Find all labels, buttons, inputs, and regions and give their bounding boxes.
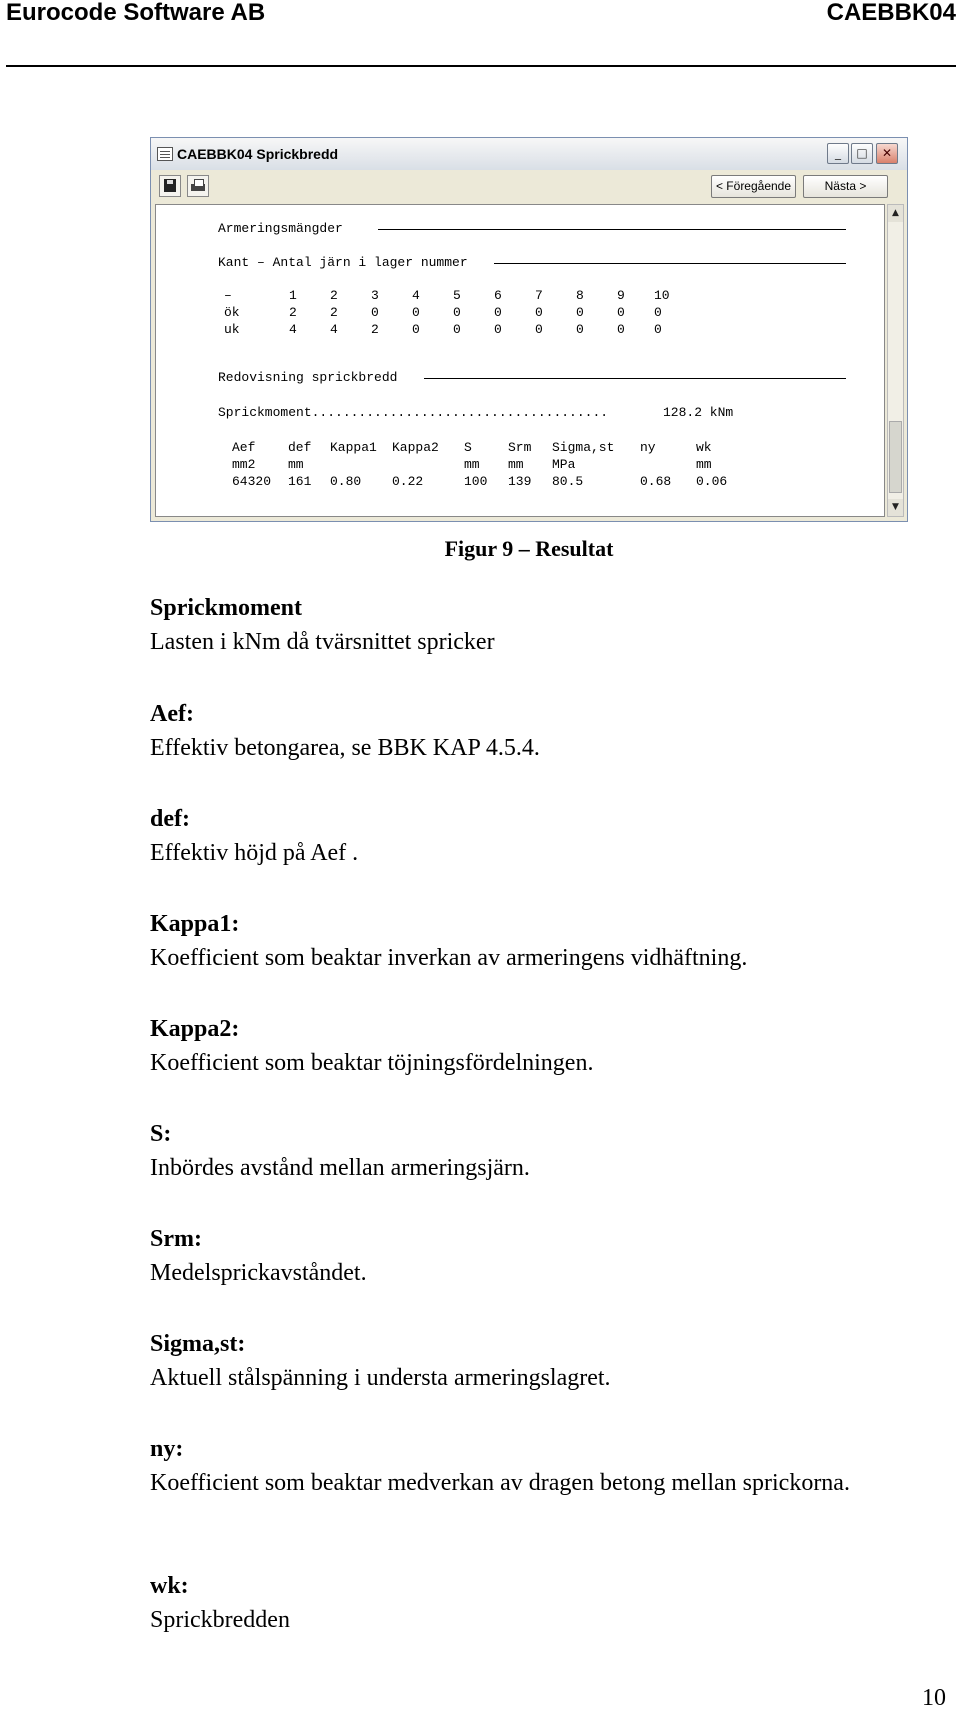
table1-cell: 9	[617, 288, 625, 303]
table2-units-cell: MPa	[552, 457, 576, 472]
table1-cell: 0	[371, 305, 379, 320]
maximize-button[interactable]: □	[851, 143, 873, 164]
definition-term: S:	[150, 1121, 172, 1147]
table2-headers-cell: ny	[640, 440, 656, 455]
table1-cell: 3	[371, 288, 379, 303]
table1-cell: 6	[494, 288, 502, 303]
window-toolbar	[151, 170, 907, 204]
vertical-scrollbar[interactable]	[887, 204, 904, 517]
table1-cell: 2	[330, 288, 338, 303]
definition-text: Effektiv betongarea, se BBK KAP 4.5.4.	[150, 735, 540, 761]
section-title-armering: Armeringsmängder	[218, 221, 343, 236]
definition-text: Inbördes avstånd mellan armeringsjärn.	[150, 1155, 530, 1181]
page-number: 10	[922, 1685, 946, 1711]
table2-values-cell: 100	[464, 474, 488, 489]
table1-cell: 1	[289, 288, 297, 303]
table2-headers-cell: Srm	[508, 440, 532, 455]
table2-values-cell: 161	[288, 474, 312, 489]
table1-cell: 0	[617, 322, 625, 337]
table1-cell: 0	[654, 322, 662, 337]
table2-units-cell: mm	[508, 457, 524, 472]
definition-term: wk:	[150, 1573, 189, 1599]
definition-text: Koefficient som beaktar medverkan av dragen betong mellan sprickorna.	[150, 1470, 850, 1496]
table1-cell: 2	[289, 305, 297, 320]
table2-values-cell: 64320	[232, 474, 272, 489]
table1-cell: 10	[654, 288, 670, 303]
table2-units-cell: mm	[696, 457, 712, 472]
table1-cell: 0	[453, 305, 461, 320]
table1-cell: 4	[330, 322, 338, 337]
table2-headers-cell: Kappa1	[330, 440, 377, 455]
section-rule	[494, 263, 846, 264]
table1-cell: 2	[371, 322, 379, 337]
table1-cell: 0	[453, 322, 461, 337]
header-company: Eurocode Software AB	[6, 0, 266, 26]
table2-headers-cell: Kappa2	[392, 440, 439, 455]
print-icon[interactable]	[187, 175, 209, 197]
definition-term: Aef:	[150, 701, 194, 727]
table1-cell: 8	[576, 288, 584, 303]
app-window-screenshot	[150, 137, 908, 522]
table1-cell: 0	[535, 322, 543, 337]
figure-caption: Figur 9 – Resultat	[444, 536, 614, 561]
table1-cell: 2	[330, 305, 338, 320]
table1-cell: 0	[494, 305, 502, 320]
result-output-panel	[155, 204, 885, 517]
header-rule	[6, 65, 956, 67]
header-doc-code: CAEBBK04	[826, 0, 956, 26]
definition-term: def:	[150, 806, 190, 832]
table1-cell: 0	[494, 322, 502, 337]
next-button[interactable]: Nästa >	[803, 175, 888, 198]
scroll-up-icon[interactable]: ▲	[888, 205, 903, 222]
table2-headers-cell: wk	[696, 440, 712, 455]
table1-header: Kant – Antal järn i lager nummer	[218, 255, 468, 270]
table2-values-cell: 80.5	[552, 474, 584, 489]
table1-cell: 0	[617, 305, 625, 320]
table2-values-cell: 139	[508, 474, 532, 489]
definition-term: ny:	[150, 1436, 184, 1462]
table1-cell: 0	[654, 305, 662, 320]
table1-cell: 5	[453, 288, 461, 303]
previous-button[interactable]: < Föregående	[711, 175, 796, 198]
window-title: CAEBBK04 Sprickbredd	[177, 146, 339, 162]
definition-text: Sprickbredden	[150, 1607, 290, 1633]
table1-cell: 0	[576, 322, 584, 337]
table1-cell: 0	[412, 305, 420, 320]
definition-text: Koefficient som beaktar inverkan av armeringens vidhäftning.	[150, 945, 748, 971]
table2-headers-cell: Sigma,st	[552, 440, 615, 455]
definition-text: Medelsprickavståndet.	[150, 1260, 367, 1286]
definition-term: Sigma,st:	[150, 1331, 246, 1357]
table2-headers-cell: Aef	[232, 440, 256, 455]
definition-term: Kappa2:	[150, 1016, 240, 1042]
definition-term: Kappa1:	[150, 911, 240, 937]
table1-cell: 4	[289, 322, 297, 337]
minimize-button[interactable]: _	[827, 143, 849, 164]
section-rule	[424, 378, 846, 379]
table2-units-cell: mm	[464, 457, 480, 472]
sprickmoment-value: 128.2 kNm	[663, 405, 734, 420]
table1-cell: 7	[535, 288, 543, 303]
table2-values-cell: 0.68	[640, 474, 672, 489]
section-title-redovisning: Redovisning sprickbredd	[218, 370, 398, 385]
table2-values-cell: 0.22	[392, 474, 424, 489]
definition-text: Aktuell stålspänning i understa armeringslagret.	[150, 1365, 611, 1391]
table1-row-label: –	[224, 288, 232, 303]
save-icon[interactable]	[159, 175, 181, 197]
table2-headers-cell: S	[464, 440, 472, 455]
definition-text: Lasten i kNm då tvärsnittet spricker	[150, 629, 495, 655]
scroll-thumb[interactable]	[889, 421, 902, 493]
definition-text: Koefficient som beaktar töjningsfördelningen.	[150, 1050, 594, 1076]
table2-headers-cell: def	[288, 440, 312, 455]
table1-cell: 0	[412, 322, 420, 337]
scroll-down-icon[interactable]: ▼	[888, 499, 903, 516]
app-icon	[157, 147, 173, 161]
definition-term: Sprickmoment	[150, 595, 302, 621]
table1-row-label: ök	[224, 305, 240, 320]
table1-row-label: uk	[224, 322, 240, 337]
definition-term: Srm:	[150, 1226, 202, 1252]
section-rule	[378, 229, 846, 230]
table1-cell: 0	[535, 305, 543, 320]
table1-cell: 4	[412, 288, 420, 303]
definition-text: Effektiv höjd på Aef .	[150, 840, 359, 866]
close-button[interactable]: ✕	[876, 143, 898, 164]
table2-values-cell: 0.80	[330, 474, 362, 489]
table2-units-cell: mm2	[232, 457, 256, 472]
table2-values-cell: 0.06	[696, 474, 728, 489]
window-titlebar[interactable]	[151, 138, 907, 170]
table2-units-cell: mm	[288, 457, 304, 472]
sprickmoment-label: Sprickmoment......................................	[218, 405, 609, 420]
table1-cell: 0	[576, 305, 584, 320]
